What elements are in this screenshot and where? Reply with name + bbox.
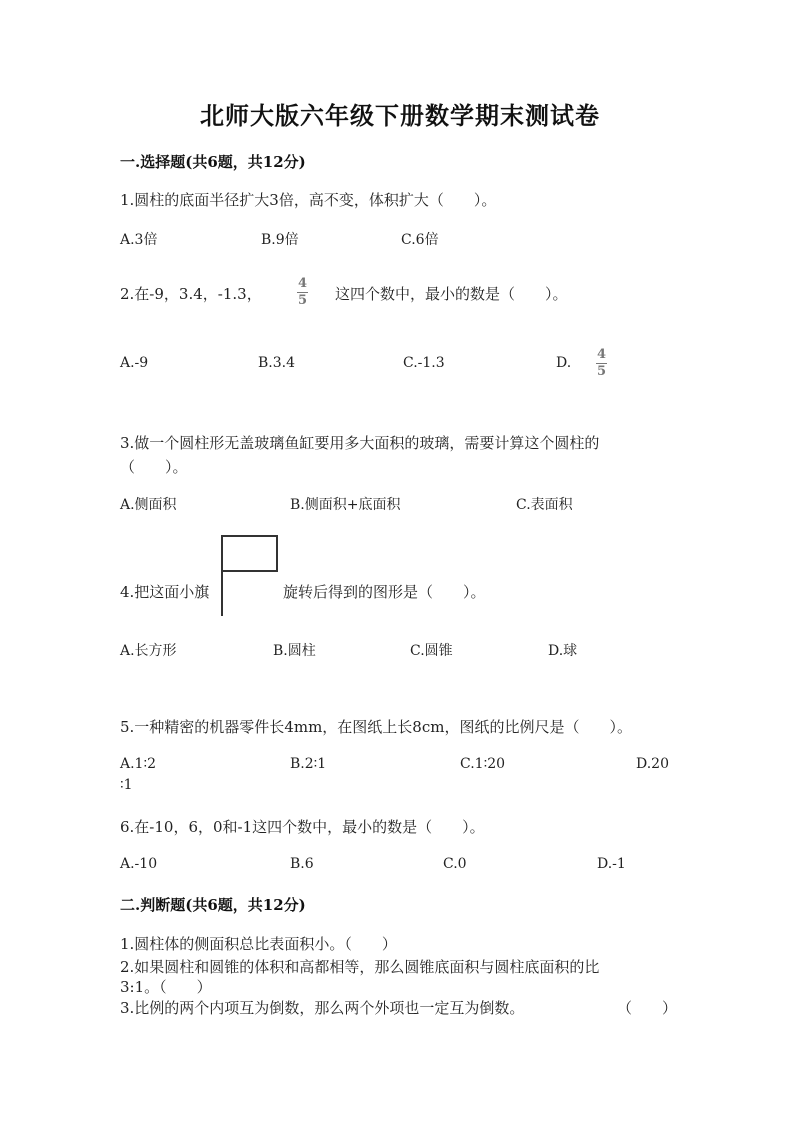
q6-option-a[interactable]: A.-10 (120, 856, 158, 872)
flag-cloth (222, 536, 277, 571)
judge-question-1: 1.圆柱体的侧面积总比表面积小。（ ） (120, 935, 397, 953)
q2-option-b[interactable]: B.3.4 (258, 355, 296, 371)
fraction-four-fifths (297, 277, 308, 308)
question-5-text: 5.一种精密的机器零件长4mm，在图纸上长8cm，图纸的比例尺是（ ）。 (120, 718, 632, 736)
q4-option-a[interactable]: A.长方形 (120, 643, 177, 659)
fraction-four-fifths-option (596, 348, 607, 379)
question-6-text: 6.在-10，6，0和-1这四个数中，最小的数是（ ）。 (120, 818, 485, 836)
judge-question-3: 3.比例的两个内项互为倒数，那么两个外项也一定互为倒数。 (120, 999, 525, 1017)
question-2-text-start: 2.在-9，3.4，-1.3， (120, 285, 262, 303)
judge-question-3-answer-blank: （ ） (617, 999, 678, 1017)
q5-option-b[interactable]: B.2∶1 (290, 756, 327, 772)
q2-option-a[interactable]: A.-9 (120, 355, 149, 371)
judge-question-2-line-1: 2.如果圆柱和圆锥的体积和高都相等，那么圆锥底面积与圆柱底面积的比 (120, 958, 600, 976)
q5-option-a[interactable]: A.1∶2 (120, 756, 157, 772)
section-1-heading: 一.选择题(共6题，共12分) (120, 153, 306, 171)
q3-option-a[interactable]: A.侧面积 (120, 497, 177, 513)
question-3-line-2: （ ）。 (120, 458, 188, 476)
fraction-denominator: 5 (297, 293, 308, 308)
fraction-numerator: 4 (297, 276, 308, 291)
q1-option-a[interactable]: A.3倍 (120, 232, 158, 248)
question-4-text-start: 4.把这面小旗 (120, 583, 210, 601)
q1-option-c[interactable]: C.6倍 (401, 232, 439, 248)
q4-option-d[interactable]: D.球 (548, 643, 578, 659)
q3-option-b[interactable]: B.侧面积+底面积 (290, 497, 401, 513)
question-4-text-end: 旋转后得到的图形是（ ）。 (283, 583, 486, 601)
section-2-heading: 二.判断题(共6题，共12分) (120, 896, 306, 914)
page-title: 北师大版六年级下册数学期末测试卷 (200, 101, 600, 130)
q6-option-d[interactable]: D.-1 (597, 856, 626, 872)
fraction-numerator: 4 (596, 347, 607, 362)
q5-option-d[interactable]: D.20 (636, 756, 669, 772)
q2-option-c[interactable]: C.-1.3 (403, 355, 445, 371)
q1-option-b[interactable]: B.9倍 (261, 232, 299, 248)
q5-option-d-wrap: ∶1 (120, 777, 133, 793)
q4-option-b[interactable]: B.圆柱 (273, 643, 316, 659)
q4-option-c[interactable]: C.圆锥 (410, 643, 453, 659)
q6-option-c[interactable]: C.0 (443, 856, 467, 872)
q3-option-c[interactable]: C.表面积 (516, 497, 573, 513)
question-2-text-end: 这四个数中，最小的数是（ ）。 (335, 285, 568, 303)
q6-option-b[interactable]: B.6 (290, 856, 314, 872)
q5-option-c[interactable]: C.1∶20 (460, 756, 506, 772)
judge-question-2-line-2: 3:1。（ ） (120, 978, 212, 996)
question-1-text: 1.圆柱的底面半径扩大3倍，高不变，体积扩大（ ）。 (120, 191, 497, 209)
q2-option-d[interactable]: D. (556, 355, 572, 371)
fraction-denominator: 5 (596, 364, 607, 379)
flag-figure (219, 534, 281, 618)
question-3-line-1: 3.做一个圆柱形无盖玻璃鱼缸要用多大面积的玻璃，需要计算这个圆柱的 (120, 434, 600, 452)
